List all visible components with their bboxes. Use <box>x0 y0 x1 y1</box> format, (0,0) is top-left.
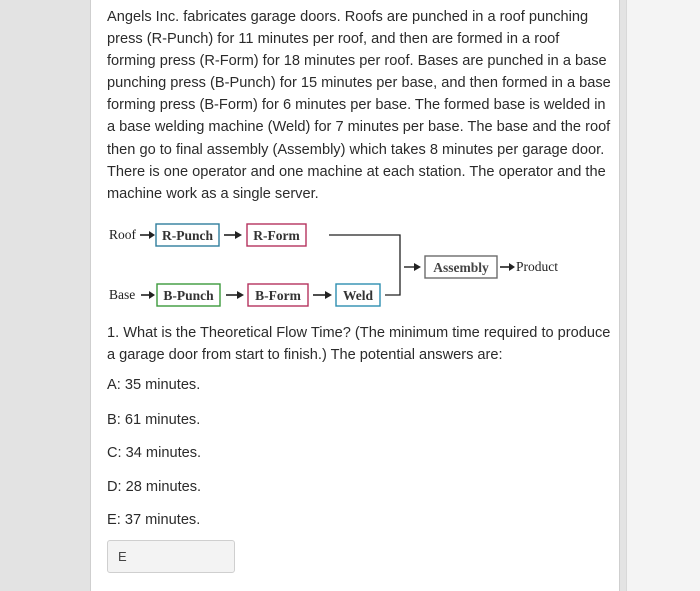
arrow-assembly-to-product <box>500 263 515 271</box>
arrow-bpunch-to-bform <box>226 291 244 299</box>
option-d: D: 28 minutes. <box>107 479 202 495</box>
station-b-form-label: B-Form <box>255 288 301 303</box>
station-r-form-label: R-Form <box>253 228 300 243</box>
arrow-rpunch-to-rform <box>224 231 242 239</box>
question-card <box>90 0 620 591</box>
option-b: B: 61 minutes. <box>107 412 201 428</box>
question-text: 1. What is the Theoretical Flow Time? (The minimum time required to produce a garage door from start to finish.) The potential answers are: <box>107 325 611 363</box>
arrow-roof-to-rpunch <box>140 231 155 239</box>
station-b-punch-label: B-Punch <box>163 288 214 303</box>
process-flow-diagram <box>91 214 621 310</box>
product-label: Product <box>516 259 558 274</box>
problem-statement: Angels Inc. fabricates garage doors. Roofs are punched in a roof punching press (R-Punch) for 11 minutes per roof, and then are formed in a roof forming press (R-Form) for 18 minutes per roof. Bases are punched in a base punching press (B-Punch) for 15 minutes per base, and then formed in a base forming press (B-Form) for 6 minutes per base. The formed base is welded in a base welding machine (Weld) for 7 minutes per base. The base and the roof then go to final assembly (Assembly) which takes 8 minutes per garage door. There is one operator and one machine at each station. The operator and the machine work as a single server. <box>107 9 611 202</box>
option-e: E: 37 minutes. <box>107 512 201 528</box>
side-panel <box>626 0 700 591</box>
arrow-merge-to-assembly <box>404 263 421 271</box>
option-a: A: 35 minutes. <box>107 377 201 393</box>
roof-merge-line <box>329 235 400 267</box>
base-label: Base <box>109 287 136 302</box>
answer-input[interactable] <box>107 540 235 573</box>
arrow-base-to-bpunch <box>141 291 155 299</box>
option-c: C: 34 minutes. <box>107 445 202 461</box>
station-r-punch-label: R-Punch <box>161 228 214 243</box>
station-assembly-label: Assembly <box>433 260 489 275</box>
roof-label: Roof <box>109 227 136 242</box>
answer-value: E <box>118 549 127 564</box>
arrow-bform-to-weld <box>313 291 332 299</box>
base-merge-line <box>385 267 400 295</box>
station-weld-label: Weld <box>342 288 374 303</box>
